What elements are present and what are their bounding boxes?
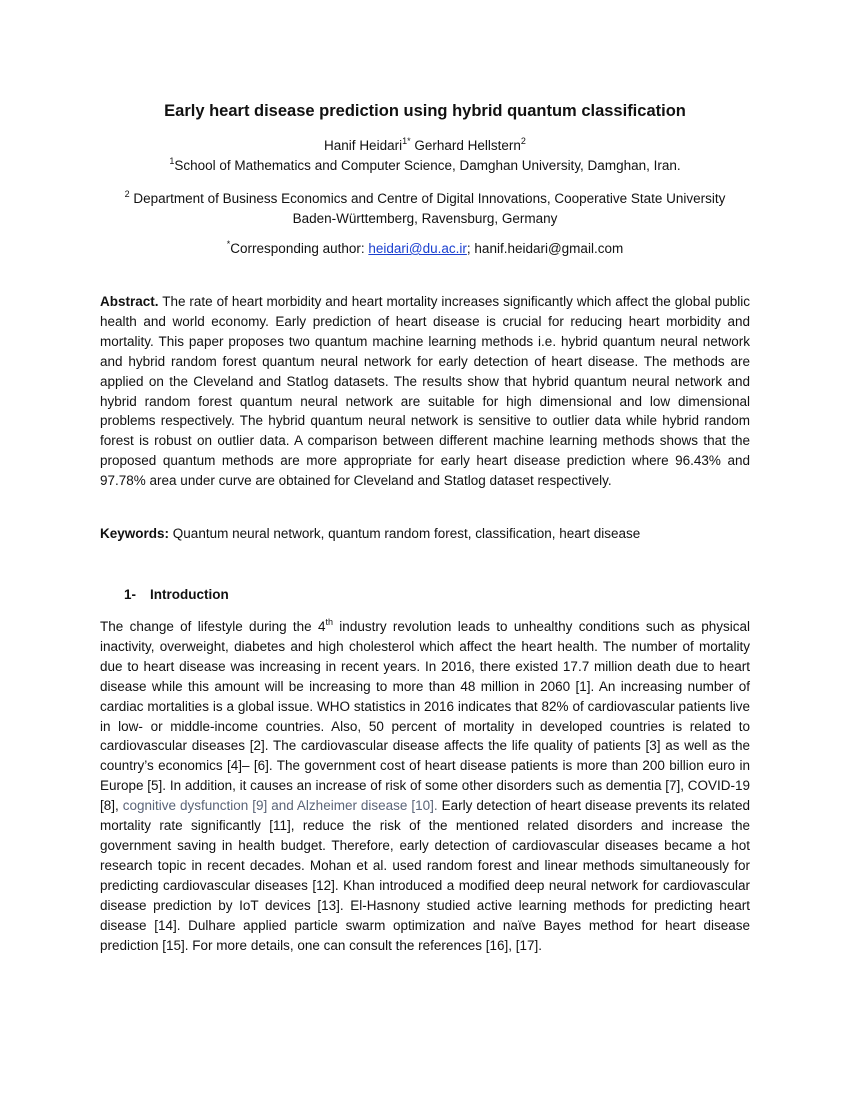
intro-text-2: industry revolution leads to unhealthy conditions such as physical inactivity, overweight, diabetes and high cholesterol which affect the heart health. The number of mortality due to heart disease was increasing in recent years. In 2016, there existed 17.7 million death due to heart disease while this amount will be increasing to more than 48 million in 2060 [1]. An increasing number of cardiac mortalities is a global issue. WHO statistics in 2016 indicates that 82% of cardiovascular patients live in low- or middle-income countries. Also, 50 percent of mortality in developed countries is related to cardiovascular diseases [2]. The cardiovascular disease affects the life quality of patients [3] as well as the country’s economics [4]– [6]. The government cost of heart disease patients is more than 200 billion euro in Europe [5]. In addition, it causes an increase of risk of some other disorders such as dementia [7], COVID-19 [8], xyxy=(100,619,750,814)
keywords-label: Keywords: xyxy=(100,526,170,541)
corresponding-label: Corresponding author: xyxy=(230,241,369,256)
abstract-label: Abstract. xyxy=(100,294,159,309)
affiliation-2 xyxy=(0,189,850,229)
affiliation-2-line-2: Baden-Württemberg, Ravensburg, Germany xyxy=(292,211,558,226)
abstract-text: The rate of heart morbidity and heart mortality increases significantly which affect the global public health and world economy. Early prediction of heart disease is crucial for reducing heart morbidity and mortality. This paper proposes two quantum machine learning methods i.e. hybrid quantum neural network and hybrid random forest quantum neural network for early detection of heart disease. The methods are applied on the Cleveland and Statlog datasets. The results show that hybrid quantum neural network and hybrid random forest quantum neural network are suitable for high dimensional and low dimensional problems respectively. The hybrid quantum neural network is sensitive to outlier data while hybrid random forest is robust on outlier data. A comparison between different machine learning methods shows that the proposed quantum methods are more appropriate for early heart disease prediction where 96.43% and 97.78% area under curve are obtained for Cleveland and Statlog dataset respectively. xyxy=(100,294,750,489)
abstract xyxy=(100,292,750,491)
affiliation-1-sup: 1 xyxy=(169,156,175,166)
author-2: Gerhard Hellstern xyxy=(414,138,521,153)
author-2-sup: 2 xyxy=(520,136,526,146)
intro-text-3: Early detection of heart disease prevents its related mortality rate significantly [11], reduce the risk of the mentioned related disorders and increase the government saving in health budget. Therefore, early detection of cardiovascular diseases became a hot research topic in recent decades. Mohan et al. used random forest and linear methods simultaneously for predicting cardiovascular diseases [12]. Khan introduced a modified deep neural network for cardiovascular disease prediction by IoT devices [13]. El-Hasnony studied active learning methods for predicting heart disease [14]. Dulhare applied particle swarm optimization and naïve Bayes method for heart disease prediction [15]. For more details, one can consult the references [16], [17]. xyxy=(100,798,751,953)
intro-sup: th xyxy=(325,617,333,627)
corresponding-sup: * xyxy=(226,239,231,249)
section-title: Introduction xyxy=(150,587,229,602)
keywords-text: Quantum neural network, quantum random forest, classification, heart disease xyxy=(172,526,641,541)
keywords xyxy=(100,524,750,544)
corresponding-author xyxy=(0,239,850,259)
affiliation-1 xyxy=(0,156,850,176)
affiliation-2-line-1: Department of Business Economics and Centre of Digital Innovations, Cooperative State University xyxy=(133,191,726,206)
section-heading xyxy=(124,587,229,602)
affiliation-1-text: School of Mathematics and Computer Science, Damghan University, Damghan, Iran. xyxy=(174,158,681,173)
author-line xyxy=(0,136,850,156)
email-secondary: hanif.heidari@gmail.com xyxy=(474,241,624,256)
introduction-paragraph xyxy=(100,617,750,955)
email-link-primary[interactable]: heidari@du.ac.ir xyxy=(368,241,467,256)
intro-text-gray: cognitive dysfunction [9] and Alzheimer disease [10]. xyxy=(122,798,438,814)
intro-text-1: The change of lifestyle during the 4 xyxy=(100,619,326,634)
author-1-sup: 1* xyxy=(402,136,411,146)
section-number: 1- xyxy=(124,587,137,602)
author-1: Hanif Heidari xyxy=(324,138,403,153)
paper-title: Early heart disease prediction using hybrid quantum classification xyxy=(164,102,686,120)
email-separator: ; xyxy=(466,241,475,256)
affiliation-2-sup: 2 xyxy=(124,189,130,199)
